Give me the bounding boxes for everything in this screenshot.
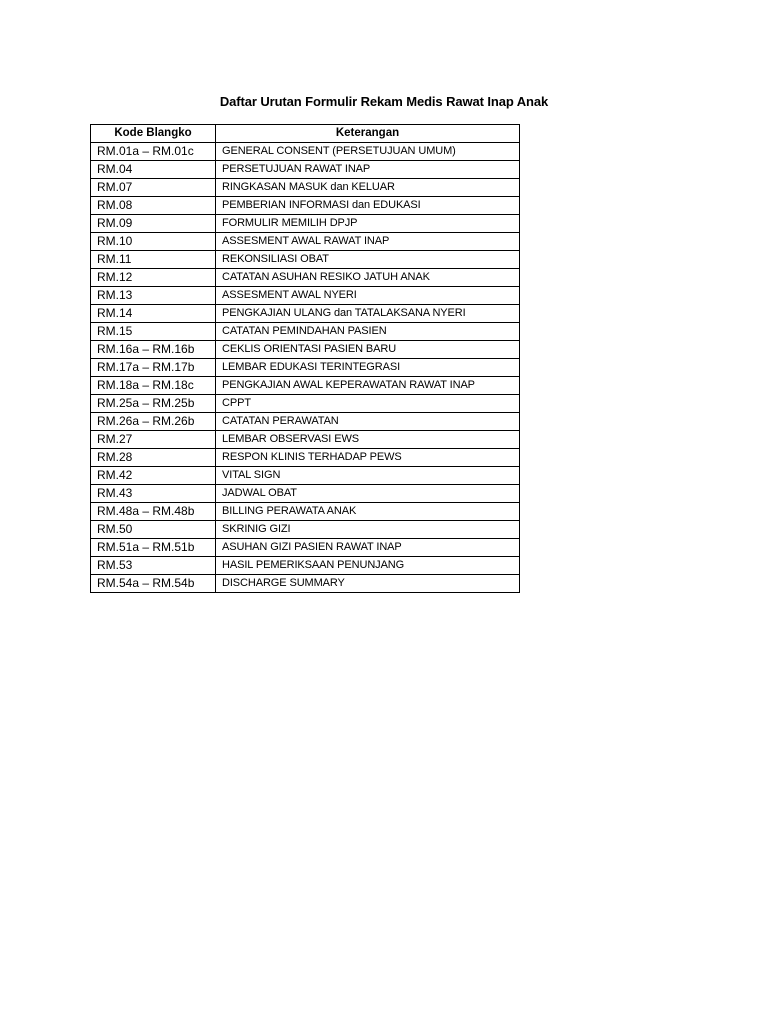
form-description-cell: RESPON KLINIS TERHADAP PEWS	[216, 449, 520, 467]
form-code-cell: RM.08	[91, 197, 216, 215]
form-description-cell: SKRINIG GIZI	[216, 521, 520, 539]
form-code-cell: RM.53	[91, 557, 216, 575]
form-code-cell: RM.01a – RM.01c	[91, 143, 216, 161]
form-code-cell: RM.09	[91, 215, 216, 233]
form-description-cell: CATATAN PERAWATAN	[216, 413, 520, 431]
table-row	[91, 521, 520, 539]
form-code-cell: RM.28	[91, 449, 216, 467]
table-row	[91, 305, 520, 323]
table-row	[91, 539, 520, 557]
form-code-cell: RM.50	[91, 521, 216, 539]
table-row	[91, 449, 520, 467]
table-row	[91, 485, 520, 503]
form-code-cell: RM.15	[91, 323, 216, 341]
table-body	[91, 143, 520, 593]
form-description-cell: ASSESMENT AWAL NYERI	[216, 287, 520, 305]
form-description-cell: ASSESMENT AWAL RAWAT INAP	[216, 233, 520, 251]
form-description-cell: CATATAN PEMINDAHAN PASIEN	[216, 323, 520, 341]
form-code-cell: RM.25a – RM.25b	[91, 395, 216, 413]
table-row	[91, 575, 520, 593]
form-code-cell: RM.43	[91, 485, 216, 503]
form-description-cell: HASIL PEMERIKSAAN PENUNJANG	[216, 557, 520, 575]
form-description-cell: LEMBAR EDUKASI TERINTEGRASI	[216, 359, 520, 377]
form-code-cell: RM.11	[91, 251, 216, 269]
table-row	[91, 323, 520, 341]
column-header-kode-blangko: Kode Blangko	[91, 125, 216, 143]
form-description-cell: ASUHAN GIZI PASIEN RAWAT INAP	[216, 539, 520, 557]
form-code-cell: RM.48a – RM.48b	[91, 503, 216, 521]
form-description-cell: CATATAN ASUHAN RESIKO JATUH ANAK	[216, 269, 520, 287]
form-code-cell: RM.10	[91, 233, 216, 251]
form-description-cell: PENGKAJIAN AWAL KEPERAWATAN RAWAT INAP	[216, 377, 520, 395]
form-description-cell: VITAL SIGN	[216, 467, 520, 485]
form-description-cell: PERSETUJUAN RAWAT INAP	[216, 161, 520, 179]
form-description-cell: BILLING PERAWATA ANAK	[216, 503, 520, 521]
form-code-cell: RM.42	[91, 467, 216, 485]
form-code-cell: RM.16a – RM.16b	[91, 341, 216, 359]
table-row	[91, 395, 520, 413]
form-list-table	[90, 124, 520, 593]
form-code-cell: RM.07	[91, 179, 216, 197]
table-row	[91, 143, 520, 161]
table-header-row	[91, 125, 520, 143]
form-code-cell: RM.27	[91, 431, 216, 449]
table-row	[91, 233, 520, 251]
table-row	[91, 287, 520, 305]
table-row	[91, 269, 520, 287]
form-code-cell: RM.12	[91, 269, 216, 287]
form-code-cell: RM.18a – RM.18c	[91, 377, 216, 395]
document-title: Daftar Urutan Formulir Rekam Medis Rawat Inap Anak	[219, 94, 549, 109]
table-row	[91, 467, 520, 485]
table-row	[91, 341, 520, 359]
form-description-cell: CEKLIS ORIENTASI PASIEN BARU	[216, 341, 520, 359]
table-row	[91, 557, 520, 575]
form-description-cell: PEMBERIAN INFORMASI dan EDUKASI	[216, 197, 520, 215]
form-code-cell: RM.04	[91, 161, 216, 179]
table-row	[91, 413, 520, 431]
form-code-cell: RM.17a – RM.17b	[91, 359, 216, 377]
form-code-cell: RM.14	[91, 305, 216, 323]
form-code-cell: RM.26a – RM.26b	[91, 413, 216, 431]
table-row	[91, 431, 520, 449]
form-description-cell: REKONSILIASI OBAT	[216, 251, 520, 269]
table-row	[91, 197, 520, 215]
table-row	[91, 179, 520, 197]
column-header-keterangan: Keterangan	[216, 125, 520, 143]
form-description-cell: FORMULIR MEMILIH DPJP	[216, 215, 520, 233]
form-description-cell: CPPT	[216, 395, 520, 413]
form-description-cell: LEMBAR OBSERVASI EWS	[216, 431, 520, 449]
table-row	[91, 377, 520, 395]
form-code-cell: RM.13	[91, 287, 216, 305]
form-description-cell: DISCHARGE SUMMARY	[216, 575, 520, 593]
form-code-cell: RM.51a – RM.51b	[91, 539, 216, 557]
form-description-cell: JADWAL OBAT	[216, 485, 520, 503]
table-row	[91, 503, 520, 521]
form-description-cell: PENGKAJIAN ULANG dan TATALAKSANA NYERI	[216, 305, 520, 323]
form-description-cell: GENERAL CONSENT (PERSETUJUAN UMUM)	[216, 143, 520, 161]
form-code-cell: RM.54a – RM.54b	[91, 575, 216, 593]
table-row	[91, 161, 520, 179]
table-row	[91, 251, 520, 269]
table-row	[91, 359, 520, 377]
form-description-cell: RINGKASAN MASUK dan KELUAR	[216, 179, 520, 197]
table-row	[91, 215, 520, 233]
